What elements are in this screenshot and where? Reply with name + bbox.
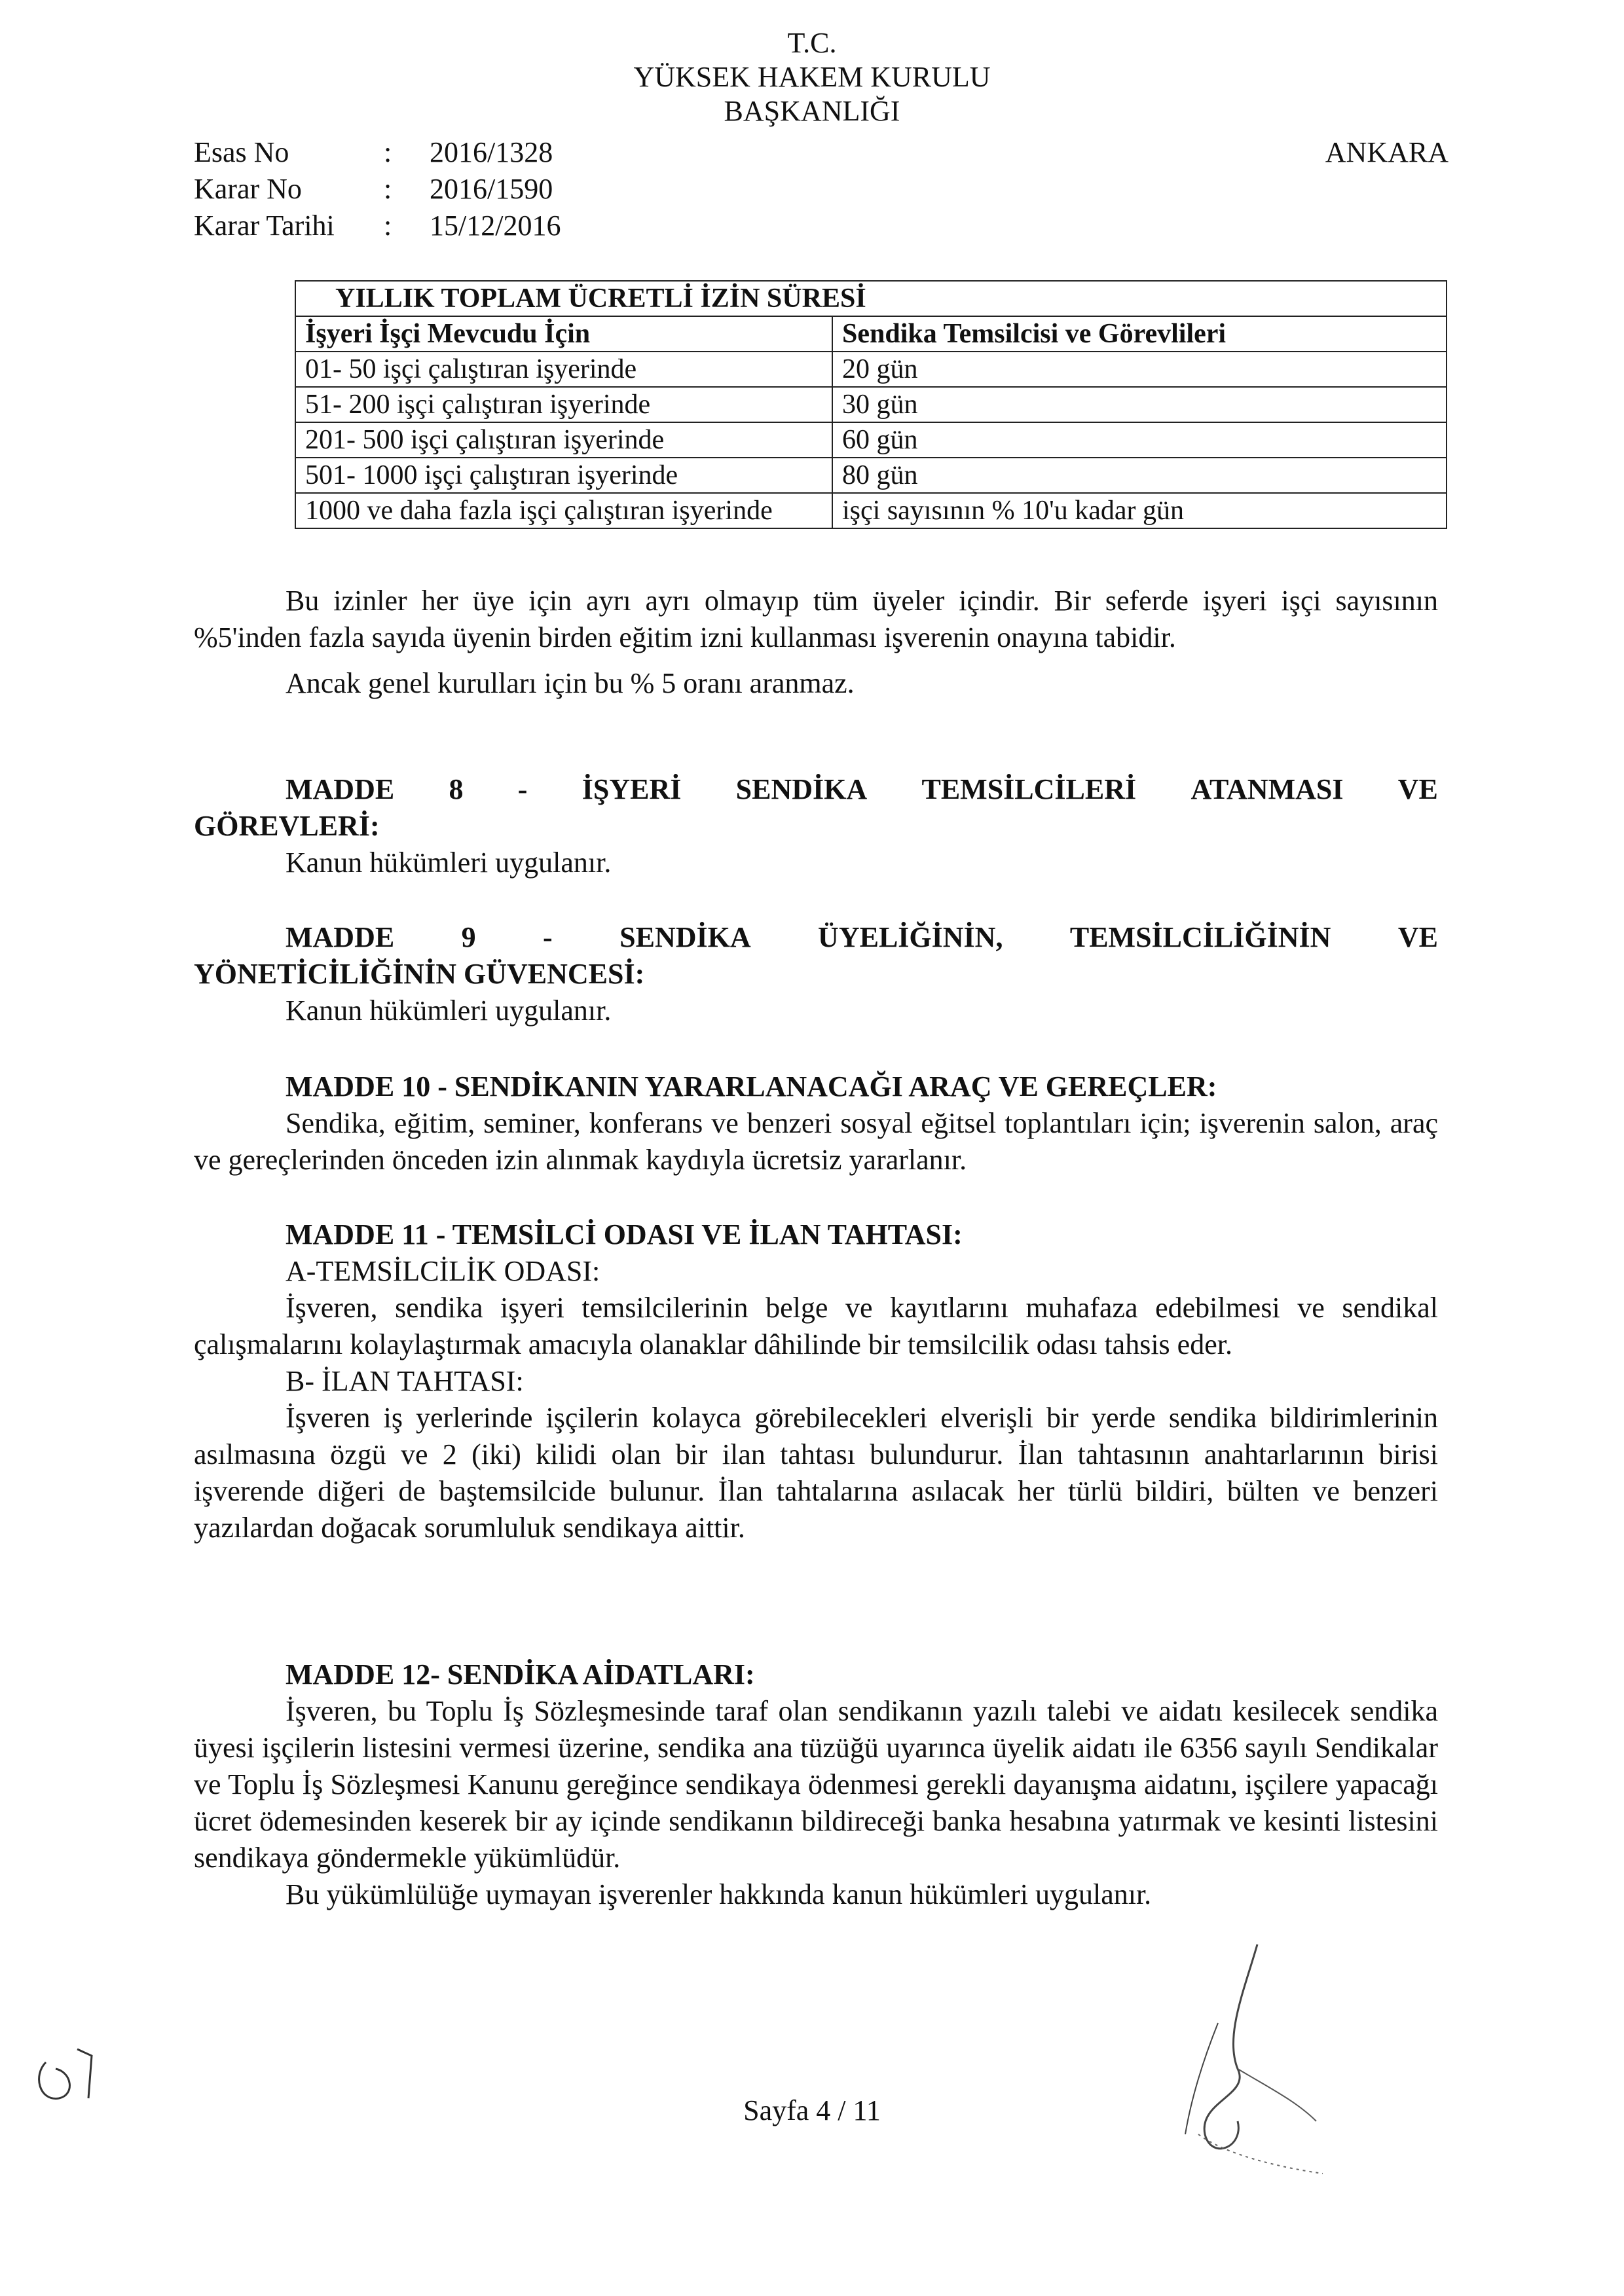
table-cell: 60 gün <box>832 422 1447 458</box>
leave-table <box>295 280 1447 529</box>
article-heading-continued: YÖNETİCİLİĞİNİN GÜVENCESİ: <box>194 958 645 990</box>
table-row <box>295 352 1447 387</box>
meta-value: 2016/1590 <box>430 173 553 205</box>
paragraph: İşveren iş yerlerinde işçilerin kolayca görebilecekleri elverişli bir yerde sendika bildirimlerinin asılmasına özgü ve 2 (iki) kilidi olan bir ilan tahtası bulundurur. İlan tahtasının anahtarlarının birisi işverende diğeri de baştemsilcide bulunur. İlan tahtalarına asılacak her türlü bildiri, bülten ve benzeri yazılardan doğacak sorumluluk sendikaya aittir. <box>194 1402 1438 1544</box>
signature <box>1146 1938 1342 2200</box>
page-number: Sayfa 4 / 11 <box>743 2094 881 2126</box>
heading-word: - <box>543 921 553 953</box>
table-row <box>295 387 1447 422</box>
heading-word: - <box>517 773 528 805</box>
paragraph: Kanun hükümleri uygulanır. <box>286 847 612 879</box>
paragraph: Sendika, eğitim, seminer, konferans ve benzeri sosyal eğitsel toplantıları için; işverenin salon, araç ve gereçlerinden önceden izin alınmak kaydıyla ücretsiz yararlanır. <box>194 1107 1438 1176</box>
table-cell: 51- 200 işçi çalıştıran işyerinde <box>295 387 832 422</box>
header-presidency: BAŞKANLIĞI <box>724 95 900 127</box>
table-title: YILLIK TOPLAM ÜCRETLİ İZİN SÜRESİ <box>295 281 1447 316</box>
city-label: ANKARA <box>1325 136 1449 168</box>
article-8 <box>194 771 1438 881</box>
heading-word: ÜYELİĞİNİN, <box>818 921 1003 953</box>
paragraph: Bu izinler her üye için ayrı ayrı olmayıp tüm üyeler içindir. Bir seferde işyeri işçi sayısının %5'inden fazla sayıda üyenin birden eğitim izni kullanması işverenin onayına tabidir. <box>194 585 1438 653</box>
heading-word: MADDE <box>286 773 395 805</box>
article-12 <box>194 1656 1438 1913</box>
table-cell: 30 gün <box>832 387 1447 422</box>
heading-word: VE <box>1397 773 1438 805</box>
meta-label: Karar Tarihi <box>194 210 335 242</box>
article-heading <box>194 919 1438 956</box>
header-tc: T.C. <box>787 27 837 59</box>
document-header <box>0 26 1624 128</box>
table-row <box>295 422 1447 458</box>
header-institution: YÜKSEK HAKEM KURULU <box>633 61 991 93</box>
subheading: A-TEMSİLCİLİK ODASI: <box>286 1255 600 1287</box>
case-meta <box>194 134 561 244</box>
table-cell: 201- 500 işçi çalıştıran işyerinde <box>295 422 832 458</box>
heading-word: TEMSİLCİLİĞİNİN <box>1069 921 1331 953</box>
table-cell: 80 gün <box>832 458 1447 493</box>
paragraph: Kanun hükümleri uygulanır. <box>286 994 612 1027</box>
article-11 <box>194 1216 1438 1546</box>
heading-word: SENDİKA <box>735 773 868 805</box>
paragraph: İşveren, bu Toplu İş Sözleşmesinde taraf olan sendikanın yazılı talebi ve aidatı kesilecek sendika üyesi işçilerin listesini vermesi üzerine, sendika ana tüzüğü uyarınca üyelik aidatı ile 6356 sayılı Sendikalar ve Toplu İş Sözleşmesi Kanunu gereğince sendikaya ödenmesi gerekli dayanışma aidatını, işçilere yapacağı ücret ödemesinden keserek bir ay içinde sendikanın bildireceği banka hesabına yatırmak ve kesinti listesini sendikaya göndermekle yükümlüdür. <box>194 1695 1438 1874</box>
heading-word: 8 <box>449 773 464 805</box>
article-heading: MADDE 12- SENDİKA AİDATLARI: <box>286 1658 755 1690</box>
leave-notes <box>194 583 1438 702</box>
column-header: İşyeri İşçi Mevcudu İçin <box>295 316 832 352</box>
paragraph: İşveren, sendika işyeri temsilcilerinin belge ve kayıtlarını muhafaza edebilmesi ve sendikal çalışmalarını kolaylaştırmak amacıyla olanaklar dâhilinde bir temsilcilik odası tahsis eder. <box>194 1292 1438 1360</box>
table-title-row <box>295 281 1447 316</box>
subheading: B- İLAN TAHTASI: <box>286 1365 524 1397</box>
table-cell: 501- 1000 işçi çalıştıran işyerinde <box>295 458 832 493</box>
meta-colon: : <box>384 173 392 205</box>
meta-label: Esas No <box>194 136 289 168</box>
meta-value: 2016/1328 <box>430 136 553 168</box>
paragraph: Ancak genel kurulları için bu % 5 oranı aranmaz. <box>286 667 855 699</box>
heading-word: TEMSİLCİLERİ <box>921 773 1137 805</box>
heading-word: VE <box>1397 921 1438 953</box>
article-heading-continued: GÖREVLERİ: <box>194 810 380 842</box>
paragraph: Bu yükümlülüğe uymayan işverenler hakkında kanun hükümleri uygulanır. <box>286 1878 1152 1910</box>
meta-colon: : <box>384 210 392 242</box>
table-cell: 20 gün <box>832 352 1447 387</box>
table-cell: işçi sayısının % 10'u kadar gün <box>832 493 1447 528</box>
meta-colon: : <box>384 136 392 168</box>
heading-word: İŞYERİ <box>581 773 682 805</box>
table-header-row <box>295 316 1447 352</box>
table-row <box>295 493 1447 528</box>
heading-word: MADDE <box>286 921 395 953</box>
table-row <box>295 458 1447 493</box>
meta-value: 15/12/2016 <box>430 210 561 242</box>
heading-word: 9 <box>461 921 476 953</box>
article-10 <box>194 1068 1438 1178</box>
article-heading <box>194 771 1438 808</box>
heading-word: SENDİKA <box>619 921 751 953</box>
meta-row-esas <box>194 134 561 171</box>
column-header: Sendika Temsilcisi ve Görevlileri <box>832 316 1447 352</box>
heading-word: ATANMASI <box>1190 773 1344 805</box>
meta-label: Karar No <box>194 173 302 205</box>
meta-row-tarih <box>194 208 561 244</box>
article-9 <box>194 919 1438 1029</box>
article-heading: MADDE 11 - TEMSİLCİ ODASI VE İLAN TAHTASI: <box>286 1218 963 1250</box>
table-cell: 01- 50 işçi çalıştıran işyerinde <box>295 352 832 387</box>
meta-row-karar <box>194 171 561 208</box>
table-cell: 1000 ve daha fazla işçi çalıştıran işyerinde <box>295 493 832 528</box>
article-heading: MADDE 10 - SENDİKANIN YARARLANACAĞI ARAÇ VE GEREÇLER: <box>286 1070 1217 1102</box>
